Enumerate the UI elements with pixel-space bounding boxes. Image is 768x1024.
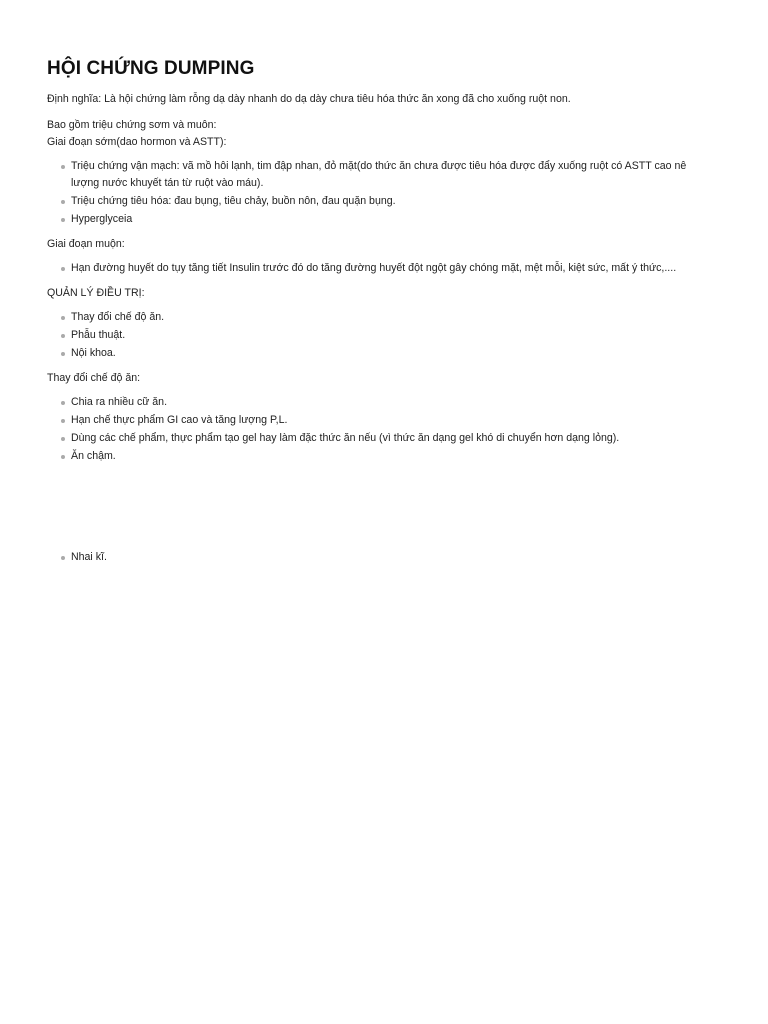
late-symptoms-list bbox=[47, 260, 707, 277]
list-item: Nhai kĩ. bbox=[71, 549, 707, 566]
definition-text: Định nghĩa: Là hội chứng làm rỗng dạ dày nhanh do dạ dày chưa tiêu hóa thức ăn xong đã cho xuống ruột non. bbox=[47, 93, 571, 105]
list-item: Nội khoa. bbox=[71, 345, 707, 362]
diet-list-continued bbox=[47, 549, 707, 566]
list-item: Triệu chứng vận mạch: vã mồ hôi lạnh, tim đập nhan, đỏ mặt(do thức ăn chưa được tiêu hóa được đẩy xuống ruột có ASTT cao nê lượng nước khuyết tán từ ruột vào máu). bbox=[71, 158, 707, 192]
document-page bbox=[47, 56, 707, 574]
list-item: Hạn đường huyết do tụy tăng tiết Insulin trước đó do tăng đường huyết đột ngột gây chóng mặt, mệt mỗi, kiệt sức, mất ý thức,.... bbox=[71, 260, 707, 277]
intro-line-1: Bao gồm triệu chứng sơm và muôn: bbox=[47, 119, 217, 131]
management-list bbox=[47, 309, 707, 362]
list-item: Dùng các chế phẩm, thực phẩm tạo gel hay làm đặc thức ăn nếu (vì thức ăn dạng gel khó di chuyển hơn dạng lỏng). bbox=[71, 430, 707, 447]
early-symptoms-list bbox=[47, 158, 707, 228]
list-item: Hyperglyceia bbox=[71, 211, 707, 228]
diet-heading: Thay đổi chế độ ăn: bbox=[47, 372, 141, 384]
diet-list bbox=[47, 394, 707, 465]
list-item: Thay đổi chế độ ăn. bbox=[71, 309, 707, 326]
list-item: Chia ra nhiều cữ ăn. bbox=[71, 394, 707, 411]
list-item: Ăn chậm. bbox=[71, 448, 707, 465]
intro-line-2: Giai đoạn sớm(dao hormon và ASTT): bbox=[47, 136, 227, 148]
blank-gap bbox=[47, 466, 707, 542]
spacer bbox=[47, 108, 707, 117]
list-item: Hạn chế thực phẩm GI cao và tăng lượng P,L. bbox=[71, 412, 707, 429]
list-item: Triệu chứng tiêu hóa: đau bụng, tiêu chảy, buồn nôn, đau quặn bụng. bbox=[71, 193, 707, 210]
list-item: Phẫu thuật. bbox=[71, 327, 707, 344]
page-title: HỘI CHỨNG DUMPING bbox=[47, 58, 255, 79]
management-heading: QUẢN LÝ ĐIỀU TRỊ: bbox=[47, 287, 145, 299]
late-stage-heading: Giai đoạn muộn: bbox=[47, 238, 125, 250]
